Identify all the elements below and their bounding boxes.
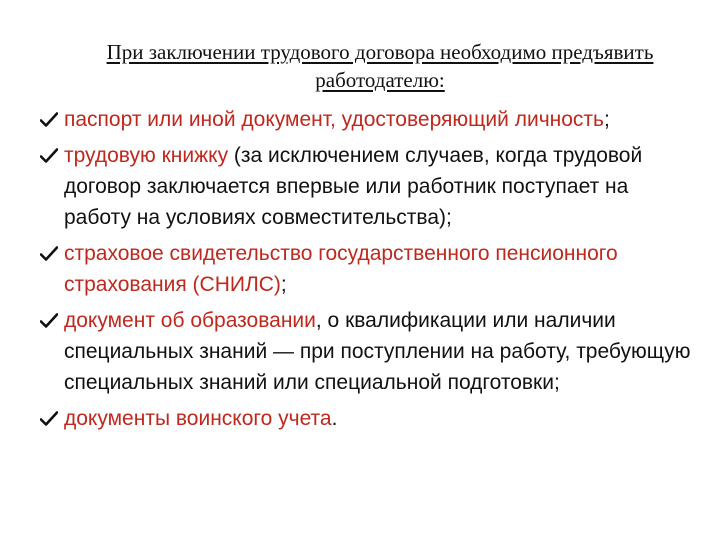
checkmark-icon <box>40 305 64 336</box>
checkmark-icon <box>40 140 64 171</box>
document-list <box>40 104 700 439</box>
slide-heading: При заключении трудового договора необходимо предъявить работодателю: <box>106 40 654 92</box>
list-item <box>40 305 700 398</box>
list-item <box>40 403 700 434</box>
list-item-text <box>64 104 700 135</box>
list-item-text <box>64 403 700 434</box>
list-item-text <box>64 305 700 398</box>
list-item-rest: (за исключением случаев, когда трудовой договор заключается впервые или работник поступает на работу на условиях совместительства); <box>64 144 643 229</box>
checkmark-icon <box>40 104 64 135</box>
checkmark-icon <box>40 403 64 434</box>
list-item-highlight: страховое свидетельство государственного пенсионного страхования (СНИЛС) <box>64 242 618 296</box>
list-item-text <box>64 238 700 300</box>
list-item-rest: ; <box>280 273 287 296</box>
list-item <box>40 238 700 300</box>
list-item-rest: , о квалификации или наличии специальных знаний — при поступлении на работу, требующую специальных знаний или специальной подготовки; <box>64 309 691 394</box>
list-item-highlight: паспорт или иной документ, удостоверяющий личность <box>64 108 604 131</box>
list-item-rest: ; <box>603 108 610 131</box>
list-item-highlight: трудовую книжку <box>64 144 229 167</box>
list-item-rest: . <box>331 407 338 430</box>
checkmark-icon <box>40 238 64 269</box>
list-item-highlight: документы воинского учета <box>64 407 332 430</box>
list-item-text <box>64 140 700 233</box>
list-item <box>40 104 700 135</box>
list-item-highlight: документ об образовании <box>64 309 316 332</box>
list-item <box>40 140 700 233</box>
